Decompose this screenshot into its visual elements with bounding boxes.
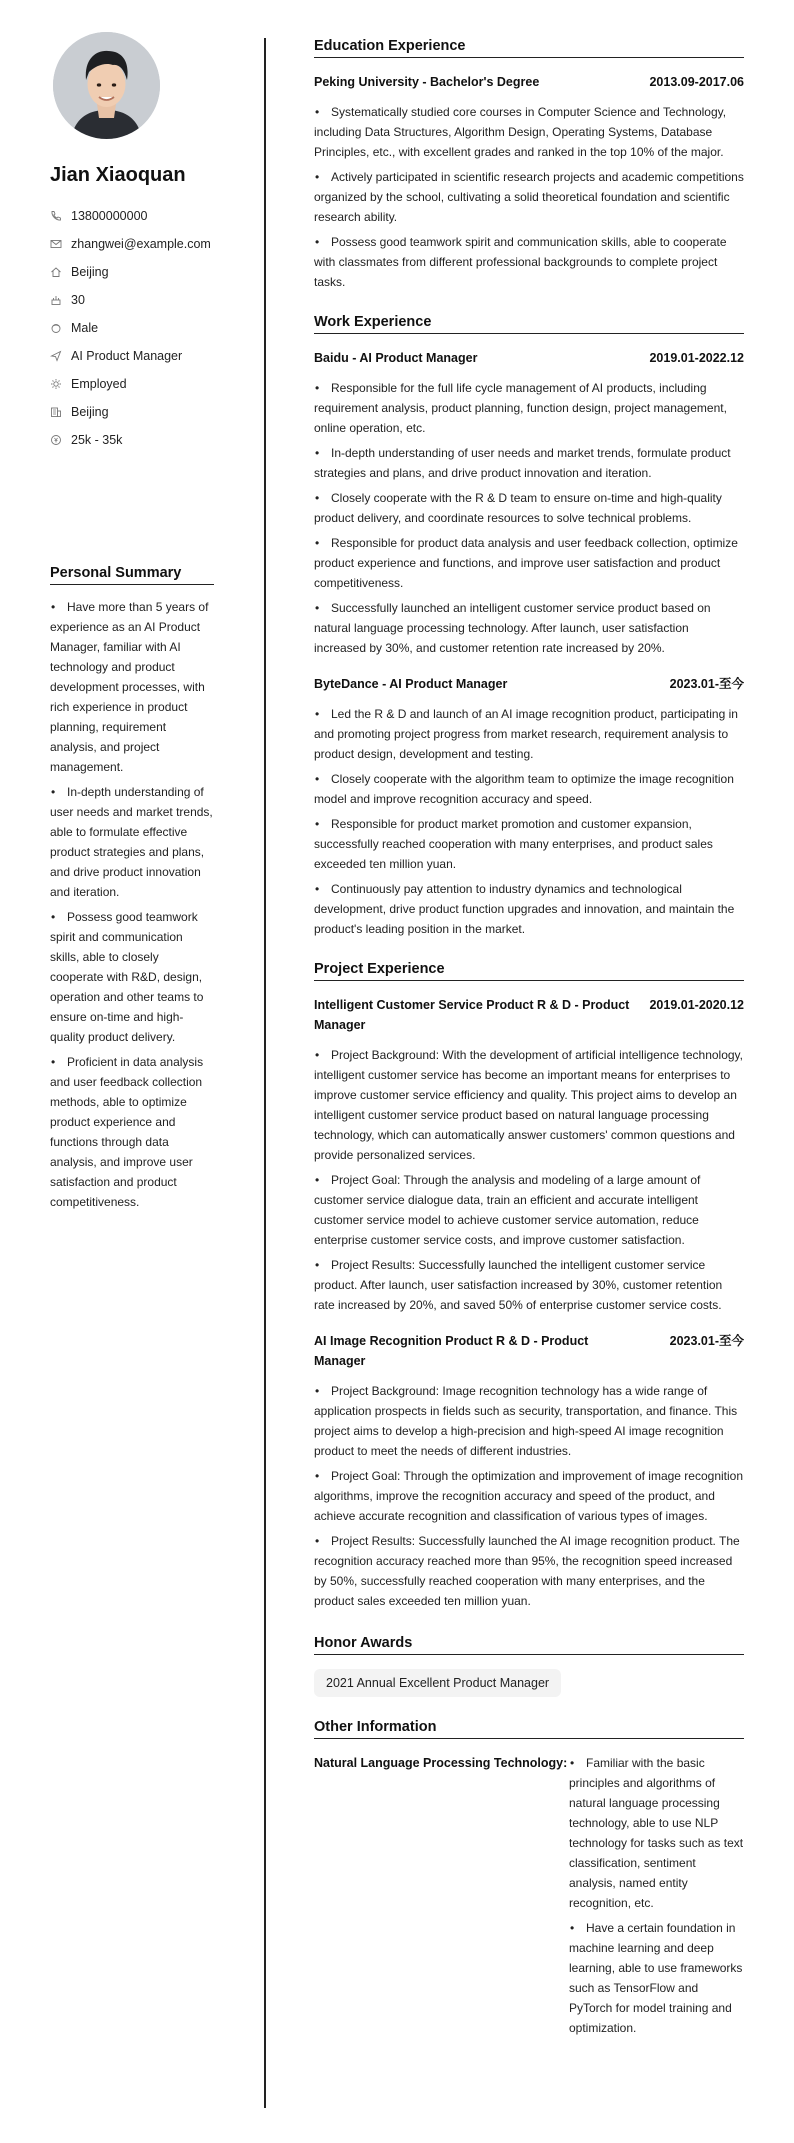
- info-position: [50, 342, 250, 370]
- info-gender: [50, 314, 250, 342]
- list-item: • Proficient in data analysis and user feedback collection methods, able to optimize product experience and functions through data analysis, and improve user satisfaction and product competitiveness.: [50, 1055, 204, 1209]
- work-entry: [314, 674, 744, 939]
- salary-icon: [50, 434, 62, 446]
- entry-header: [314, 72, 744, 92]
- education-title: Education Experience: [314, 38, 744, 58]
- list-item: • Closely cooperate with the R & D team to ensure on-time and high-quality product delivery, and coordinate resources to solve technical problems.: [314, 491, 722, 525]
- info-status-text: Employed: [71, 377, 127, 391]
- honor-title: Honor Awards: [314, 1635, 744, 1655]
- info-phone: [50, 202, 250, 230]
- list-item: • Project Background: With the development of artificial intelligence technology, intelligent customer service has become an important means for enterprises to improve customer service efficiency and quality. This project aims to develop an intelligent customer service product based on natural language processing technology, which can automatically answer customers' common questions and provide personalized services.: [314, 1048, 744, 1162]
- contact-info-list: [50, 202, 250, 454]
- list-item: • Project Goal: Through the analysis and modeling of a large amount of customer service dialogue data, train an efficient and accurate intelligent customer service model to achieve customer service automation, reduce enterprise customer service costs, and improve customer satisfaction.: [314, 1173, 701, 1247]
- list-item: • Responsible for product market promotion and customer expansion, successfully reached cooperation with many enterprises, and product sales exceeded ten million yuan.: [314, 817, 713, 871]
- work-title: Work Experience: [314, 314, 744, 334]
- entry-bullets: [314, 1045, 744, 1315]
- info-city: [50, 398, 250, 426]
- work-section: [314, 314, 744, 939]
- other-info-label: Natural Language Processing Technology:: [314, 1756, 568, 1770]
- send-icon: [50, 350, 62, 362]
- info-location: [50, 258, 250, 286]
- info-salary-text: 25k - 35k: [71, 433, 123, 447]
- list-item: • In-depth understanding of user needs and market trends, able to formulate effective product strategies and plans, and drive product innovation and iteration.: [50, 785, 213, 899]
- entry-date: 2019.01-2022.12: [649, 351, 744, 365]
- info-gender-text: Male: [71, 321, 99, 335]
- list-item: • Have more than 5 years of experience as an AI Product Manager, familiar with AI technology and product development processes, with rich experience in product planning, requirement analysis, and project management.: [50, 600, 209, 774]
- list-item: • Responsible for product data analysis and user feedback collection, optimize product experience and functions, and improve user satisfaction and product competitiveness.: [314, 536, 738, 590]
- list-item: • In-depth understanding of user needs and market trends, formulate product strategies and plans, and drive product innovation and iteration.: [314, 446, 731, 480]
- info-email: [50, 230, 250, 258]
- entry-date: 2013.09-2017.06: [649, 75, 744, 89]
- status-icon: [50, 378, 62, 390]
- info-position-text: AI Product Manager: [71, 349, 183, 363]
- info-city-text: Beijing: [71, 405, 109, 419]
- info-phone-text: 13800000000: [71, 209, 148, 223]
- cake-icon: [50, 294, 62, 306]
- work-entry: [314, 348, 744, 658]
- entry-title: ByteDance - AI Product Manager: [314, 677, 508, 691]
- entry-title: Baidu - AI Product Manager: [314, 351, 478, 365]
- list-item: • Led the R & D and launch of an AI image recognition product, participating in and promoting project progress from market research, requirement analysis to product design, development and testing.: [314, 707, 738, 761]
- project-title: Project Experience: [314, 961, 744, 981]
- info-age: [50, 286, 250, 314]
- personal-summary-list: [50, 597, 214, 1212]
- entry-header: [314, 674, 744, 694]
- profile-name: Jian Xiaoquan: [50, 164, 186, 186]
- entry-title: Peking University - Bachelor's Degree: [314, 75, 540, 89]
- project-entry: [314, 1331, 744, 1611]
- other-info-row: [314, 1753, 744, 2043]
- list-item: • Possess good teamwork spirit and communication skills, able to cooperate with classmates from different professional backgrounds to complete project tasks.: [314, 235, 727, 289]
- education-entry: [314, 72, 744, 292]
- entry-header: [314, 995, 744, 1035]
- info-salary: [50, 426, 250, 454]
- list-item: • Familiar with the basic principles and algorithms of natural language processing technology, able to use NLP technology for tasks such as text classification, sentiment analysis, named entity recognition, etc.: [569, 1756, 744, 1910]
- main-content: [314, 38, 744, 2065]
- list-item: • Project Goal: Through the optimization and improvement of image recognition algorithms, improve the recognition accuracy and speed of the product, and achieve accurate recognition and classification of various types of images.: [314, 1469, 744, 1523]
- entry-date: 2023.01-至今: [669, 1334, 744, 1348]
- entry-bullets: [314, 102, 744, 292]
- home-icon: [50, 266, 62, 278]
- column-divider: [264, 38, 266, 2108]
- personal-summary-section: [50, 565, 214, 1217]
- other-info-section: [314, 1719, 744, 2043]
- list-item: • Successfully launched an intelligent customer service product based on natural language processing technology. After launch, user satisfaction increased by 30%, and customer retention rate increased by 20%.: [314, 601, 711, 655]
- education-section: [314, 38, 744, 292]
- other-info-bullets: [569, 1753, 744, 2043]
- list-item: • Project Results: Successfully launched the AI image recognition product. The recognition accuracy reached more than 95%, the recognition speed increased by 50%, successfully reached cooperation with many enterprises, and the product sales exceeded ten million yuan.: [314, 1534, 740, 1608]
- entry-title: Intelligent Customer Service Product R & D - Product Manager: [314, 998, 630, 1032]
- mail-icon: [50, 238, 62, 250]
- building-icon: [50, 406, 62, 418]
- list-item: • Continuously pay attention to industry dynamics and technological development, drive product function upgrades and innovation, and maintain the product's leading position in the market.: [314, 882, 735, 936]
- honor-badge: 2021 Annual Excellent Product Manager: [314, 1669, 561, 1697]
- info-email-text: zhangwei@example.com: [71, 237, 211, 251]
- info-status: [50, 370, 250, 398]
- info-location-text: Beijing: [71, 265, 109, 279]
- list-item: • Systematically studied core courses in Computer Science and Technology, including Data Structures, Algorithm Design, Operating Systems, Database Principles, etc., with excellent grades and ranked in the top 10% of the major.: [314, 105, 727, 159]
- list-item: • Closely cooperate with the algorithm team to optimize the image recognition model and improve recognition accuracy and speed.: [314, 772, 734, 806]
- entry-bullets: [314, 704, 744, 939]
- personal-summary-title: Personal Summary: [50, 565, 214, 585]
- entry-header: [314, 1331, 744, 1371]
- project-entry: [314, 995, 744, 1315]
- entry-bullets: [314, 378, 744, 658]
- avatar: [53, 32, 160, 139]
- entry-header: [314, 348, 744, 368]
- list-item: • Possess good teamwork spirit and communication skills, able to closely cooperate with R&D, design, operation and other teams to ensure on-time and high-quality product delivery.: [50, 910, 204, 1044]
- honor-section: [314, 1635, 744, 1697]
- avatar-portrait: [53, 32, 160, 139]
- entry-title: AI Image Recognition Product R & D - Product Manager: [314, 1334, 589, 1368]
- list-item: • Have a certain foundation in machine learning and deep learning, able to use frameworks such as TensorFlow and PyTorch for model training and optimization.: [569, 1921, 743, 2035]
- info-age-text: 30: [71, 293, 85, 307]
- list-item: • Responsible for the full life cycle management of AI products, including requirement analysis, product planning, function design, project management, online operation, etc.: [314, 381, 727, 435]
- entry-date: 2019.01-2020.12: [649, 998, 744, 1012]
- gender-icon: [50, 322, 62, 334]
- sidebar: [0, 0, 262, 2143]
- list-item: • Project Results: Successfully launched the intelligent customer service product. After launch, user satisfaction increased by 30%, customer retention rate increased by 20%, and saved 50% of enterprise customer service costs.: [314, 1258, 723, 1312]
- other-info-title: Other Information: [314, 1719, 744, 1739]
- entry-date: 2023.01-至今: [669, 677, 744, 691]
- list-item: • Actively participated in scientific research projects and academic competitions organized by the school, cultivating a solid theoretical foundation and scientific research ability.: [314, 170, 744, 224]
- entry-bullets: [314, 1381, 744, 1611]
- list-item: • Project Background: Image recognition technology has a wide range of application prospects in fields such as security, transportation, and finance. This project aims to develop a high-precision and high-speed AI image recognition product to meet the needs of different industries.: [314, 1384, 738, 1458]
- project-section: [314, 961, 744, 1611]
- phone-icon: [50, 210, 62, 222]
